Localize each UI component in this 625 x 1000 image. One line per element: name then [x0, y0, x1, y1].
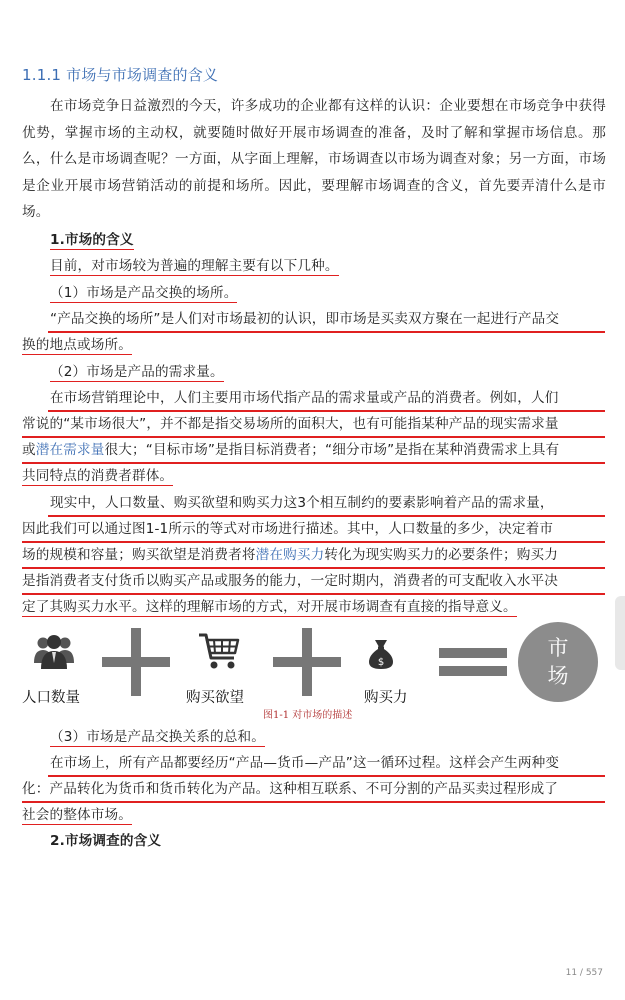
section-heading: 1.1.1 市场与市场调查的含义: [22, 66, 219, 84]
intro-paragraph: 在市场竞争日益激烈的今天，许多成功的企业都有这样的认识：企业要想在市场竞争中获得优势，掌握市场的主动权，就要随时做好开展市场调查的准备，及时了解和掌握市场信息。那么，什么是市场调查呢？一方面，从字面上理解，市场调查以市场为调查对象；另一方面，市场是企业开展市场营销活动的前提和场所。因此，要理解市场调查的含义，首先要弄清什么是市场。: [22, 98, 606, 221]
subheading-market-meaning: 1.市场的含义: [50, 232, 134, 248]
subheading-market-research-meaning: 2.市场调查的含义: [50, 833, 162, 849]
reality-line5: 定了其购买力水平。这样的理解市场的方式，对开展市场调查有直接的指导意义。: [22, 599, 517, 615]
item3-body-line2: 化：产品转化为货币和货币转化为产品。这种相互联系、不可分割的产品买卖过程形成了: [22, 781, 559, 797]
market-definitions-intro: 目前，对市场较为普遍的理解主要有以下几种。: [50, 258, 339, 274]
definition-item-1: （1）市场是产品交换的场所。: [50, 285, 238, 301]
equals-sign: [439, 648, 507, 676]
item1-body-line1: “产品交换的场所”是人们对市场最初的认识，即市场是买卖双方聚在一起进行产品交: [50, 311, 560, 327]
item2-body-line4: 共同特点的消费者群体。: [22, 468, 174, 484]
item3-body-line1: 在市场上，所有产品都要经历“产品—货币—产品”这一循环过程。这样会产生两种变: [50, 755, 560, 771]
item2-body-line1: 在市场营销理论中，人们主要用市场代指产品的需求量或产品的消费者。例如，人们: [50, 390, 559, 406]
svg-text:$: $: [377, 657, 385, 668]
figure-market-equation: [0, 620, 625, 720]
reality-line3: 场的规模和容量；购买欲望是消费者将潜在购买力转化为现实购买力的必要条件；购买力: [22, 547, 559, 563]
plus-sign-1: [102, 628, 170, 696]
reality-line2: 因此我们可以通过图1-1所示的等式对市场进行描述。其中，人口数量的多少，决定着市: [22, 521, 554, 537]
market-circle: [518, 622, 598, 702]
page-number: 11 / 557: [565, 968, 603, 978]
market-char-2: 场: [547, 664, 569, 688]
shopping-cart-icon: [198, 632, 240, 672]
item3-body-line3: 社会的整体市场。: [22, 807, 132, 823]
item2-body-line2: 常说的“某市场很大”，并不都是指交易场所的面积大，也有可能指某种产品的现实需求量: [22, 416, 559, 432]
item1-body-line2: 换的地点或场所。: [22, 337, 132, 353]
market-char-1: 市: [547, 636, 569, 660]
people-icon: [34, 633, 74, 669]
reality-line4: 是指消费者支付货币以购买产品或服务的能力，一定时期内，消费者的可支配收入水平决: [22, 573, 559, 589]
item2-body-line3: 或潜在需求量很大；“目标市场”是指目标消费者；“细分市场”是指在某种消费需求上具有: [22, 442, 560, 458]
label-purchase-desire: 购买欲望: [186, 690, 244, 706]
money-bag-icon: [368, 638, 394, 670]
reality-line1: 现实中，人口数量、购买欲望和购买力这3个相互制约的要素影响着产品的需求量，: [50, 495, 554, 511]
page-edge-handle[interactable]: [615, 596, 625, 670]
figure-caption: 图1-1 对市场的描述: [263, 710, 353, 721]
label-purchasing-power: 购买力: [364, 690, 408, 706]
plus-sign-2: [273, 628, 341, 696]
definition-item-3: （3）市场是产品交换关系的总和。: [50, 729, 265, 745]
link-potential-purchasing-power[interactable]: 潜在购买力: [255, 547, 325, 563]
definition-item-2: （2）市场是产品的需求量。: [50, 364, 224, 380]
link-potential-demand[interactable]: 潜在需求量: [35, 442, 105, 458]
label-population: 人口数量: [22, 690, 80, 706]
